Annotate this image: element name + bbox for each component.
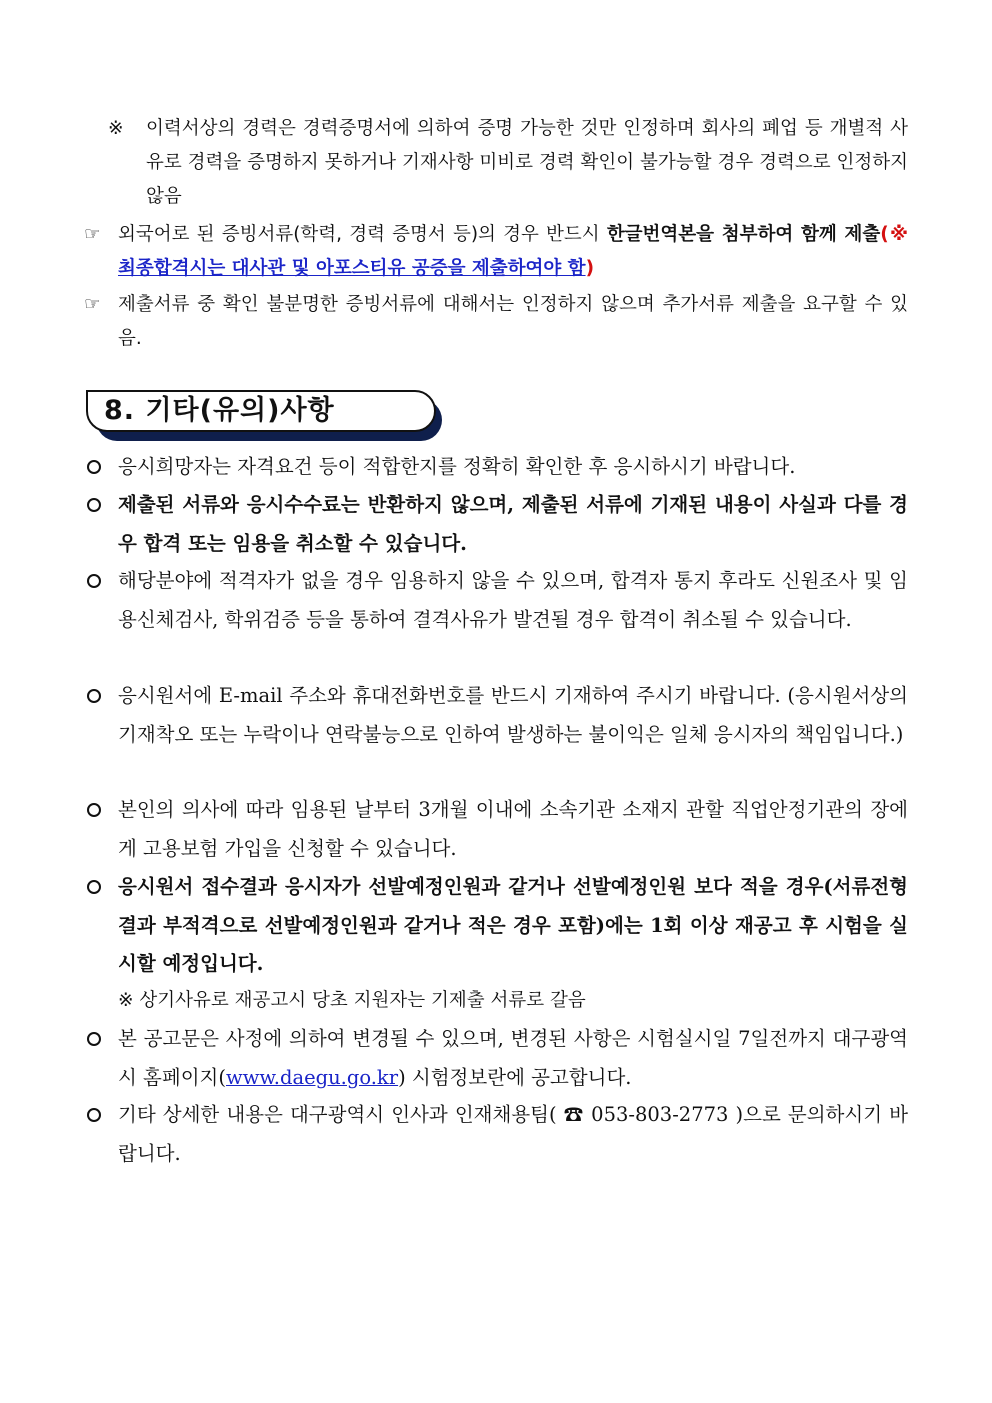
circle-bullet-icon — [87, 460, 101, 474]
item-text: 응시원서 접수결과 응시자가 선발예정인원과 같거나 선발예정인원 보다 적을 경우(서류전형결과 부적격으로 선발예정인원과 같거나 적은 경우 포함)에는 1회 이상 재공고 후 시험을 실시할 예정입니다. — [118, 875, 908, 975]
list-item — [86, 868, 908, 984]
list-item — [86, 1020, 908, 1097]
item-text: 본 공고문은 사정에 의하여 변경될 수 있으며, 변경된 사항은 시험실시일 7일전까지 대구광역시 홈페이지( — [118, 1027, 908, 1089]
list-item — [86, 677, 908, 754]
circle-bullet-icon — [87, 1108, 101, 1122]
note-text: 이력서상의 경력은 경력증명서에 의하여 증명 가능한 것만 인정하며 회사의 폐업 등 개별적 사유로 경력을 증명하지 못하거나 기재사항 미비로 경력 확인이 불가능할 경우 경력으로 인정하지 않음 — [146, 118, 908, 207]
item-text: 응시희망자는 자격요건 등이 적합한지를 정확히 확인한 후 응시하시기 바랍니다. — [118, 455, 796, 478]
note-unclear-documents — [84, 288, 908, 356]
note-paren-close: ) — [585, 258, 595, 279]
reannouncement-note: ※ 상기사유로 재공고시 당초 지원자는 기제출 서류로 갈음 — [118, 990, 586, 1011]
list-item — [86, 486, 908, 563]
circle-bullet-icon — [87, 498, 101, 512]
phone-icon: ☎ — [563, 1103, 585, 1126]
note-foreign-documents — [84, 218, 908, 286]
section-title: 8. 기타(유의)사항 — [104, 395, 335, 426]
note-text: 제출서류 중 확인 불분명한 증빙서류에 대해서는 인정하지 않으며 추가서류 제출을 요구할 수 있음. — [118, 294, 908, 349]
note-text: 외국어로 된 증빙서류(학력, 경력 증명서 등)의 경우 반드시 — [118, 224, 607, 245]
note-paren-open: (※ — [880, 224, 908, 245]
list-item — [86, 791, 908, 868]
list-item — [86, 448, 908, 487]
item-text: 해당분야에 적격자가 없을 경우 임용하지 않을 수 있으며, 합격자 통지 후라도 신원조사 및 임용신체검사, 학위검증 등을 통하여 결격사유가 발견될 경우 합격이 취소될 수 있습니다. — [118, 569, 908, 631]
item-text: ) 시험정보란에 공고합니다. — [398, 1065, 632, 1089]
note-notarization-requirement: 최종합격시는 대사관 및 아포스티유 공증을 제출하여야 함 — [118, 258, 586, 279]
circle-bullet-icon — [87, 880, 101, 894]
circle-bullet-icon — [87, 1032, 101, 1046]
pointing-hand-icon: ☞ — [84, 294, 101, 315]
note-career-proof — [108, 112, 908, 214]
circle-bullet-icon — [87, 689, 101, 703]
circle-bullet-icon — [87, 803, 101, 817]
item-text: 기타 상세한 내용은 대구광역시 인사과 인재채용팀( — [118, 1103, 564, 1126]
item-text: 응시원서에 E-mail 주소와 휴대전화번호를 반드시 기재하여 주시기 바랍니다. (응시원서상의 기재착오 또는 누락이나 연락불능으로 인하여 발생하는 불이익은 일체 응시자의 책임입니다.) — [118, 684, 908, 746]
list-item — [86, 562, 908, 639]
item-text: 본인의 의사에 따라 임용된 날부터 3개월 이내에 소속기관 소재지 관할 직업안정기관의 장에게 고용보험 가입을 신청할 수 있습니다. — [118, 798, 908, 860]
item-text: 제출된 서류와 응시수수료는 반환하지 않으며, 제출된 서류에 기재된 내용이 사실과 다를 경우 합격 또는 임용을 취소할 수 있습니다. — [118, 493, 908, 555]
note-emphasis: 한글번역본을 첨부하여 함께 제출 — [606, 224, 881, 245]
pointing-hand-icon: ☞ — [84, 224, 101, 245]
item-text: )으로 문의하시기 바랍니다. — [118, 1103, 908, 1165]
circle-bullet-icon — [87, 574, 101, 588]
homepage-link[interactable]: www.daegu.go.kr — [226, 1065, 399, 1089]
list-item — [86, 1096, 908, 1173]
phone-number: 053-803-2773 — [584, 1103, 736, 1126]
reference-mark-icon: ※ — [108, 118, 124, 139]
